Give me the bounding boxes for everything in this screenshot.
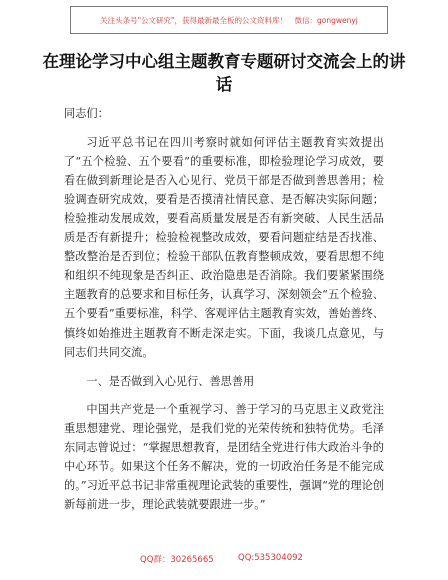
footer-qq-group: QQ群：30265665 <box>140 555 214 565</box>
document-body <box>64 104 384 514</box>
promo-banner-text: 关注头条号"公文研究"，获得最新最全板的公文资料库！ 微信：gongwenyj <box>100 15 358 25</box>
paragraph-2: 中国共产党是一个重视学习、善于学习的马克思主义政党注重思想建党、理论强党，是我们党的光荣传统和独特优势。毛泽东同志曾说过：“掌握思想教育，是团结全党进行伟大政治斗争的中心环节。如果这个任务不解决，党的一切政治任务是不能完成的。”习近平总书记非常重视理论武装的重要性，强调“党的理论创新每前进一步，理论武装就要跟进一步。” <box>64 402 384 512</box>
footer-qq-contact: QQ:535304092 <box>238 553 303 563</box>
page-footer <box>0 553 448 567</box>
document-title: 在理论学习中心组主题教育专题研讨交流会上的讲话 <box>42 52 406 94</box>
section-heading-1: 一、是否做到入心见行、善思善用 <box>86 374 255 388</box>
promo-banner <box>70 6 388 34</box>
paragraph-1: 习近平总书记在四川考察时就如何评估主题教育实效提出了“五个检验、五个要看”的重要标准，即检验理论学习成效，要看在做到新理论是否入心见行、党员干部是否做到善思善用；检验调查研究成效，要看是否摸清社情民意、是否解决实际问题；检验推动发展成效，要看高质量发展是否有新突破、人民生活品质是否有新提升；检验检视整改成效，要看问题症结是否找准、整改整治是否到位；检验干部队伍教育整顿成效，要看思想不纯和组织不纯现象是否纠正、政治隐患是否消除。我们要紧紧围绕主题教育的总要求和目标任务，认真学习、深刻领会“五个检验、五个要看”重要标准，科学、客观评估主题教育实效，善始善终、慎终如始推进主题教育不断走深走实。下面，我谈几点意见，与同志们共同交流。 <box>64 135 384 359</box>
greeting: 同志们： <box>64 107 109 120</box>
